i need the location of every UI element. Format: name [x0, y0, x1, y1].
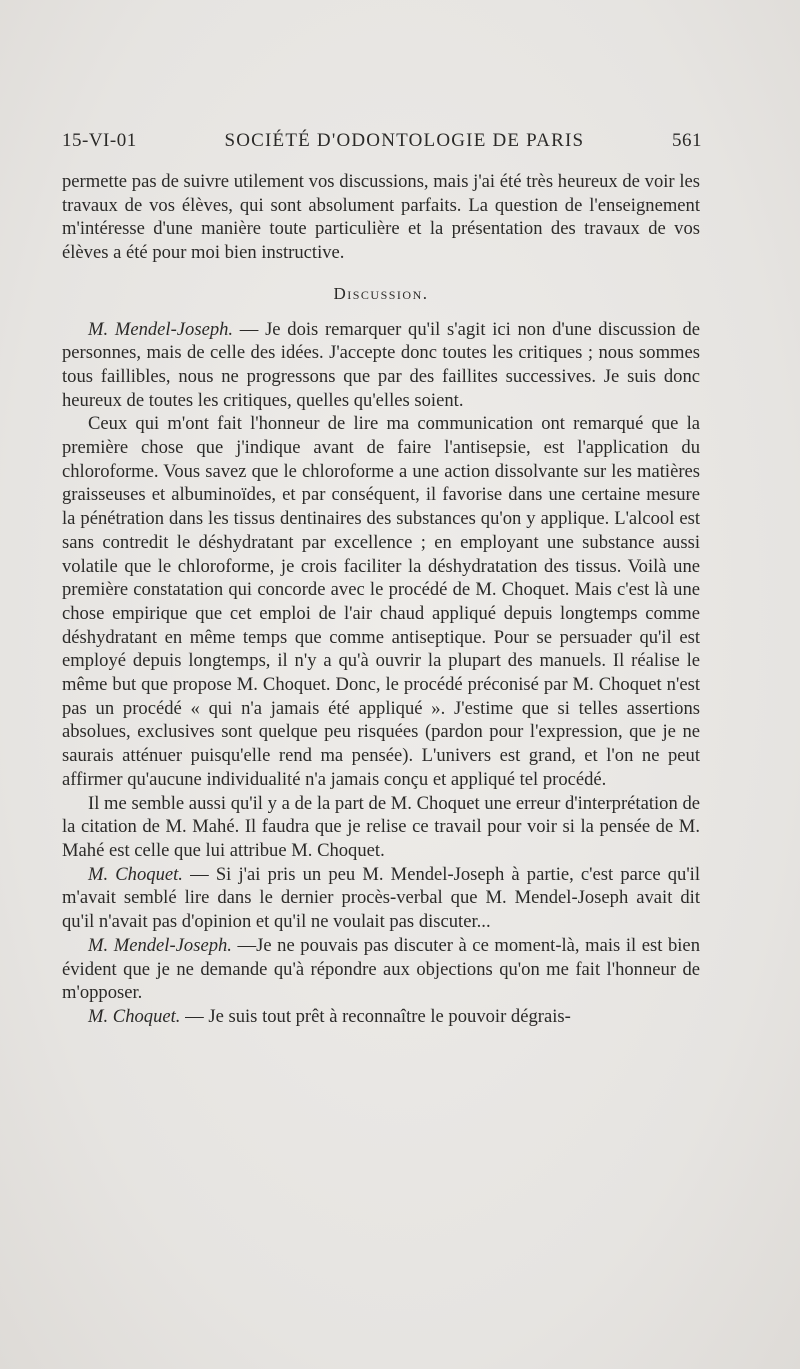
- paragraph-text: — Je dois remarquer qu'il s'agit ici non d'une discussion de personnes, mais de celle des idées. J'accepte donc toutes les critiques ; nous sommes tous faillibles, nous ne progressons que par des faillites successives. Je suis donc heureux de toutes les critiques, quelles qu'elles soient.: [62, 318, 701, 411]
- paragraph: [62, 792, 700, 863]
- paragraph: [62, 863, 700, 934]
- paragraph-text: —Je ne pouvais pas discuter à ce moment-là, mais il est bien évident que je ne demande qu'à répondre aux objections qu'on me fait l'honneur de m'opposer.: [62, 934, 700, 1004]
- speaker-name: M. Choquet.: [88, 863, 183, 885]
- paragraph: [62, 170, 700, 265]
- speaker-name: M. Choquet.: [88, 1005, 181, 1027]
- speaker-name: M. Mendel-Joseph.: [88, 318, 234, 340]
- speaker-name: M. Mendel-Joseph.: [88, 934, 232, 956]
- paragraph: [62, 318, 700, 413]
- paragraph-text: Ceux qui m'ont fait l'honneur de lire ma communication ont remarqué que la première chose que j'indique avant de faire l'antisepsie, est l'application du chloroforme. Vous savez que le chloroforme a une action dissolvante sur les matières graisseuses et albuminoïdes, et par conséquent, il favorise dans une certaine mesure la pénétration dans les tissus dentinaires des substances qu'on y applique. L'alcool est sans contredit le déshydratant par excellence ; en employant une substance aussi volatile que le chloroforme, je crois faciliter la déshydratation des tissus. Voilà une première constatation qui concorde avec le procédé de M. Choquet. Mais c'est là une chose empirique que cet emploi de l'air chaud appliqué depuis longtemps comme déshydratant en même temps que comme antiseptique. Pour se persuader qu'il est employé depuis longtemps, il n'y a qu'à ouvrir la plupart des manuels. Il réalise le même but que propose M. Choquet. Donc, le procédé préconisé par M. Choquet n'est pas un procédé « qui n'a jamais été appliqué ». J'estime que si telles assertions absolues, exclusives sont quelque peu risquées (pardon pour l'expression, que je ne saurais atténuer puisqu'elle rend ma pensée). L'univers est grand, et l'on ne peut affirmer qu'aucune individualité n'a jamais conçu et appliqué tel procédé.: [62, 413, 700, 790]
- paragraph: [62, 412, 700, 791]
- page-number: 561: [672, 130, 702, 151]
- paragraph-text: permette pas de suivre utilement vos discussions, mais j'ai été très heureux de voir les travaux de vos élèves, qui sont absolument parfaits. La question de l'enseignement m'intéresse d'une manière toute particulière et la présentation des travaux de vos élèves a été pour moi bien instructive.: [62, 171, 700, 264]
- running-header: [62, 130, 702, 152]
- header-title: SOCIÉTÉ D'ODONTOLOGIE DE PARIS: [224, 130, 585, 151]
- paragraph-text: Il me semble aussi qu'il y a de la part de M. Choquet une erreur d'interprétation de la citation de M. Mahé. Il faudra que je relise ce travail pour voir si la pensée de M. Mahé est celle que lui attribue M. Choquet.: [62, 792, 700, 861]
- section-heading: Discussion.: [333, 283, 429, 303]
- paragraph: [62, 934, 700, 1005]
- header-date: 15-VI-01: [62, 130, 137, 151]
- paragraph-text: — Si j'ai pris un peu M. Mendel-Joseph à partie, c'est parce qu'il m'avait semblé lire dans le dernier procès-verbal que M. Mendel-Joseph avait dit qu'il n'avait pas d'opinion et qu'il ne voulait pas discuter...: [62, 863, 701, 933]
- paragraph-text: — Je suis tout prêt à reconnaître le pouvoir dégrais-: [180, 1005, 571, 1027]
- page-body: [62, 170, 700, 1029]
- paragraph: [62, 1005, 700, 1029]
